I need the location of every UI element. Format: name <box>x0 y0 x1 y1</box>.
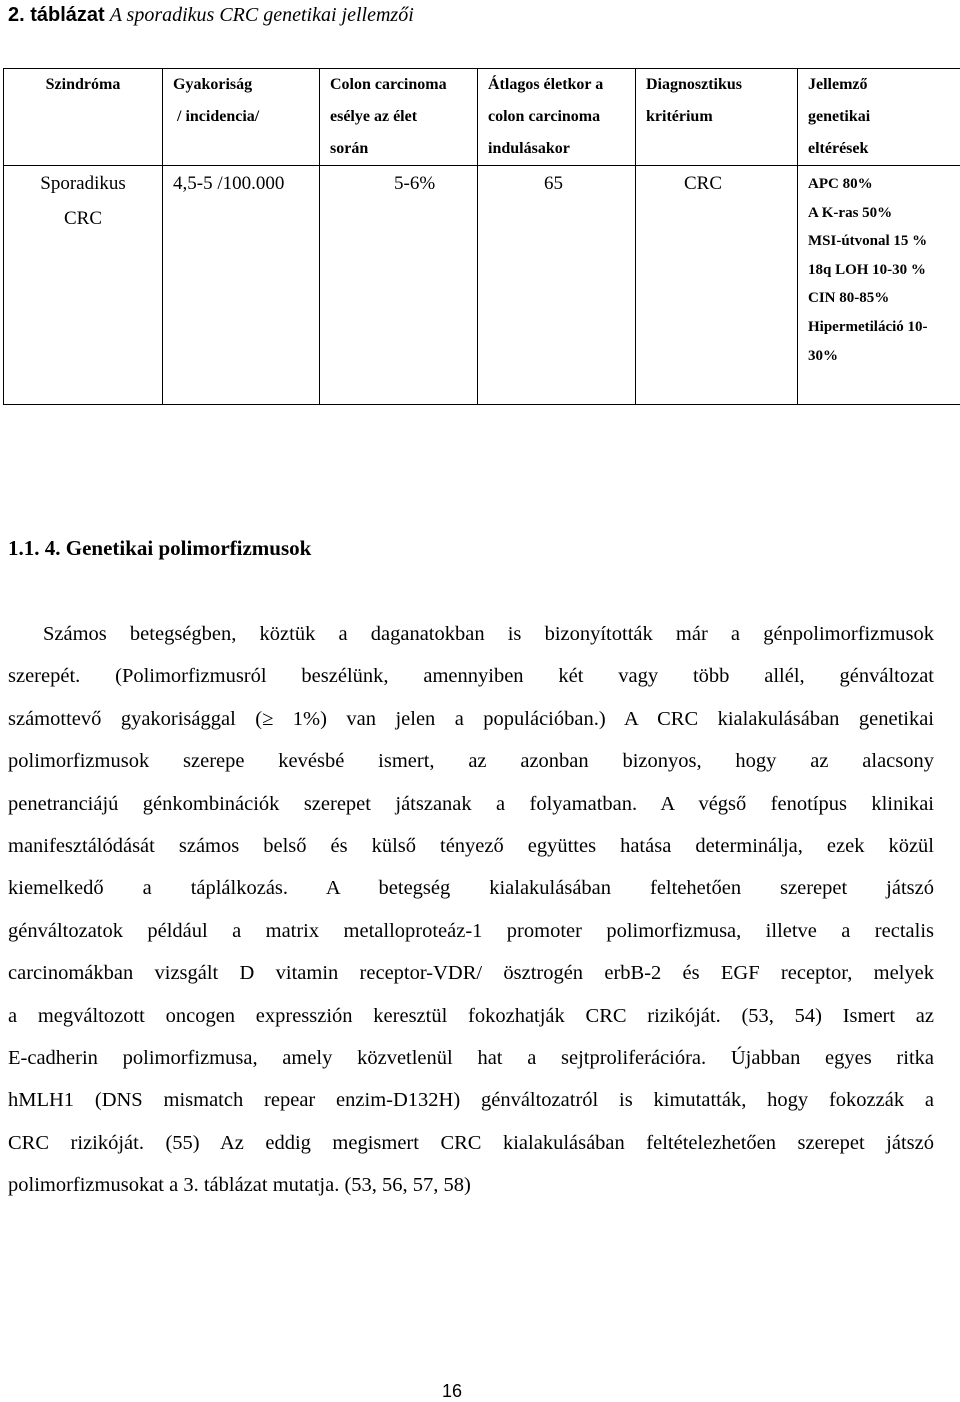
header-criterion: Diagnosztikus kritérium <box>636 69 798 166</box>
section-title: 1.1. 4. Genetikai polimorfizmusok <box>8 536 312 560</box>
cell-age: 65 <box>478 166 636 405</box>
paragraph-line: hMLH1 (DNS mismatch repear enzim-D132H) génváltozatról is kimutatták, hogy fokozzák a <box>8 1089 934 1112</box>
cell-genetic: APC 80% A K-ras 50% MSI-útvonal 15 % 18q LOH 10-30 % CIN 80-85% Hipermetiláció 10- 30% <box>798 166 960 405</box>
header-syndrome: Szindróma <box>4 69 163 166</box>
header-age: Átlagos életkor a colon carcinoma indulásakor <box>478 69 636 166</box>
paragraph-line: szerepét. (Polimorfizmusról beszélünk, amennyiben két vagy több allél, génváltozat <box>8 665 934 688</box>
page-number: 16 <box>441 1381 463 1401</box>
genetic-features-table <box>3 68 960 405</box>
caption-number: 2. táblázat <box>8 4 105 26</box>
paragraph-line: manifesztálódását számos belső és külső tényező együttes hatása determinálja, ezek közül <box>8 835 934 858</box>
cell-frequency: 4,5-5 /100.000 <box>163 166 320 405</box>
table-header-row <box>4 69 960 166</box>
paragraph-line: CRC rizikóját. (55) Az eddig megismert CRC kialakulásában feltételezhetően szerepet játszó <box>8 1131 934 1154</box>
cell-chance: 5-6% <box>320 166 478 405</box>
cell-criterion: CRC <box>636 166 798 405</box>
paragraph-line: polimorfizmusokat a 3. táblázat mutatja. (53, 56, 57, 58) <box>8 1174 471 1197</box>
paragraph-line: carcinomákban vizsgált D vitamin receptor-VDR/ ösztrogén erbB-2 és EGF receptor, melyek <box>8 962 934 985</box>
cell-syndrome: Sporadikus CRC <box>4 166 163 405</box>
header-frequency: Gyakoriság / incidencia/ <box>163 69 320 166</box>
header-chance: Colon carcinoma esélye az élet során <box>320 69 478 166</box>
paragraph-line: penetranciájú génkombinációk szerepet játszanak a folyamatban. A végső fenotípus klinikai <box>8 792 934 815</box>
table-row <box>4 166 960 405</box>
body-paragraph <box>8 613 934 1207</box>
paragraph-line: génváltozatok például a matrix metalloproteáz-1 promoter polimorfizmusa, illetve a rectalis <box>8 919 934 942</box>
header-genetic: Jellemző genetikai eltérések <box>798 69 960 166</box>
paragraph-line: Számos betegségben, köztük a daganatokban is bizonyították már a génpolimorfizmusok <box>43 623 934 645</box>
paragraph-line: kiemelkedő a táplálkozás. A betegség kialakulásában feltehetően szerepet játszó <box>8 877 934 900</box>
paragraph-line: a megváltozott oncogen expresszión keresztül fokozhatják CRC rizikóját. (53, 54) Ismert az <box>8 1004 934 1027</box>
paragraph-line: számottevő gyakorisággal (≥ 1%) van jelen a populációban.) A CRC kialakulásában genetikai <box>8 707 934 730</box>
paragraph-line: polimorfizmusok szerepe kevésbé ismert, az azonban bizonyos, hogy az alacsony <box>8 750 934 773</box>
caption-title: A sporadikus CRC genetikai jellemzői <box>109 4 414 26</box>
paragraph-line: E-cadherin polimorfizmusa, amely közvetlenül hat a sejtproliferációra. Újabban egyes ritka <box>8 1047 934 1070</box>
table-caption <box>8 2 414 28</box>
